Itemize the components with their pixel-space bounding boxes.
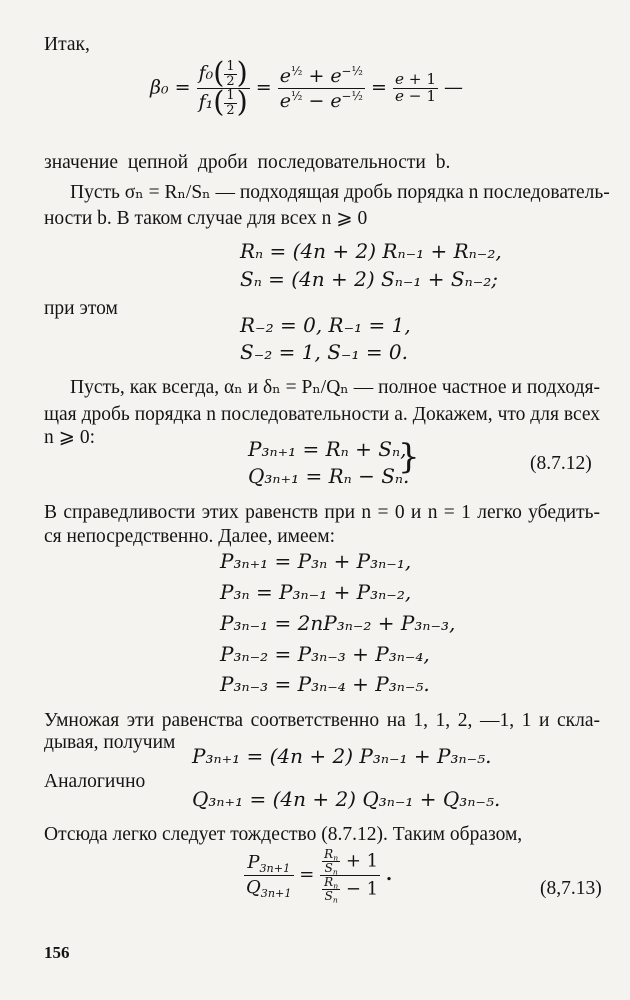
text-validity: В справедливости этих равенств при n = 0 и n = 1 легко убедить- (44, 502, 600, 523)
text-continued-fraction: значение цепной дроби последовательности b. (44, 152, 451, 173)
recurrence-line-2: P₃ₙ = P₃ₙ₋₁ + P₃ₙ₋₂, (220, 580, 412, 604)
recurrence-line-3: P₃ₙ₋₁ = 2nP₃ₙ₋₂ + P₃ₙ₋₃, (220, 611, 456, 635)
equation-number-8-7-12: (8.7.12) (530, 453, 592, 474)
text-adding: дывая, получим (44, 732, 176, 753)
text-suppose-sigma: Пусть σₙ = Rₙ/Sₙ — подходящая дробь порядка n последователь- (70, 182, 610, 203)
final-equation: $\frac{P_{3n+1}}{Q_{3n+1}}$ = $\frac{R_n}{S_n}$ + 1 $\frac{R_n}{S_n}$ − 1 . (246, 847, 393, 905)
text-partial-fraction: щая дробь порядка n последовательности a. Докажем, что для всех (44, 404, 600, 425)
text-for-all-n: ности b. В таком случае для всех n ⩾ 0 (44, 208, 368, 229)
equation-Q-3n1: Q₃ₙ₊₁ = Rₙ − Sₙ. (248, 464, 410, 488)
equation-P-3n1: P₃ₙ₊₁ = Rₙ + Sₙ, (248, 437, 407, 461)
text-directly: ся непосредственно. Далее, имеем: (44, 526, 336, 547)
right-brace: } (398, 437, 420, 477)
text-therefore: Отсюда легко следует тождество (8.7.12). Таким образом, (44, 824, 523, 845)
recurrence-line-5: P₃ₙ₋₃ = P₃ₙ₋₄ + P₃ₙ₋₅. (220, 672, 430, 696)
equation-number-8-7-13: (8,7.13) (540, 878, 602, 899)
equation-S-recurrence: Sₙ = (4n + 2) Sₙ₋₁ + Sₙ₋₂; (240, 267, 499, 291)
equation-P-result: P₃ₙ₊₁ = (4n + 2) P₃ₙ₋₁ + P₃ₙ₋₅. (192, 744, 492, 768)
beta-equation: β₀ = f₀( $\frac{1}{2}$ ) f₁( $\frac{1}{2}$ ) = $\frac{e^{\frac{1}{2}} + e^{-\frac{1}{2}}}{e^{\frac{1}{2}} - e^{-\frac{1}{2}}}$ = $\frac{e + 1}{e - 1}$ — (150, 56, 464, 119)
text-analogously: Аналогично (44, 771, 146, 792)
recurrence-line-4: P₃ₙ₋₂ = P₃ₙ₋₃ + P₃ₙ₋₄, (220, 642, 430, 666)
equation-S-initial: S₋₂ = 1, S₋₁ = 0. (240, 340, 409, 364)
text-multiplying: Умножая эти равенства соответственно на 1, 1, 2, —1, 1 и скла- (44, 710, 600, 731)
page-number: 156 (44, 943, 70, 962)
equation-R-recurrence: Rₙ = (4n + 2) Rₙ₋₁ + Rₙ₋₂, (240, 239, 502, 263)
equation-Q-result: Q₃ₙ₊₁ = (4n + 2) Q₃ₙ₋₁ + Q₃ₙ₋₅. (192, 787, 501, 811)
recurrence-line-1: P₃ₙ₊₁ = P₃ₙ + P₃ₙ₋₁, (220, 549, 412, 573)
text-in-this-case: при этом (44, 298, 118, 319)
text-n-geq-zero: n ⩾ 0: (44, 427, 96, 448)
text-suppose-alpha: Пусть, как всегда, αₙ и δₙ = Pₙ/Qₙ — полное частное и подходя- (70, 377, 600, 398)
equation-R-initial: R₋₂ = 0, R₋₁ = 1, (240, 313, 411, 337)
intro-text: Итак, (44, 34, 90, 55)
